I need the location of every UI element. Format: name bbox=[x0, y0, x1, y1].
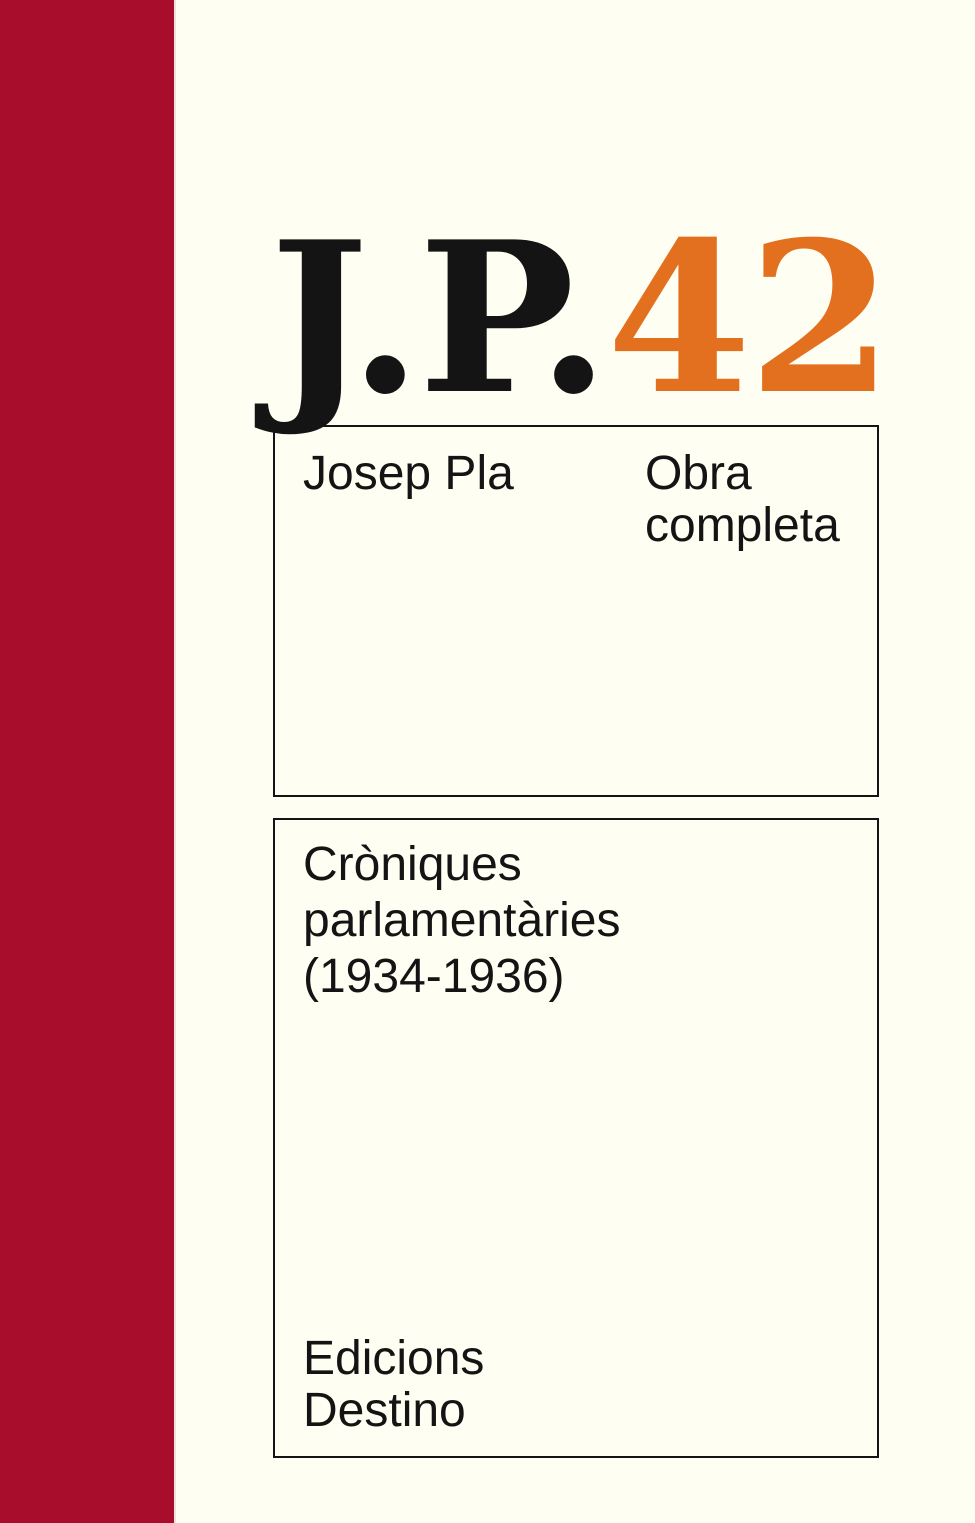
book-title bbox=[303, 837, 620, 1005]
series-initials: J.P. bbox=[270, 197, 607, 441]
collection-line: completa bbox=[645, 499, 840, 552]
spine-stripe bbox=[0, 0, 176, 1523]
series-number: 42 bbox=[606, 197, 890, 441]
publisher-line: Destino bbox=[303, 1384, 466, 1437]
publisher-name bbox=[303, 1333, 484, 1437]
author-name: Josep Pla bbox=[303, 447, 514, 500]
author-panel bbox=[273, 425, 879, 797]
title-line: parlamentàries bbox=[303, 894, 621, 947]
series-monogram bbox=[270, 197, 890, 441]
title-line: Cròniques bbox=[303, 838, 522, 891]
collection-name bbox=[645, 448, 840, 552]
collection-line: Obra bbox=[645, 447, 752, 500]
title-line: (1934-1936) bbox=[303, 950, 565, 1003]
publisher-line: Edicions bbox=[303, 1332, 485, 1385]
title-panel bbox=[273, 818, 879, 1458]
